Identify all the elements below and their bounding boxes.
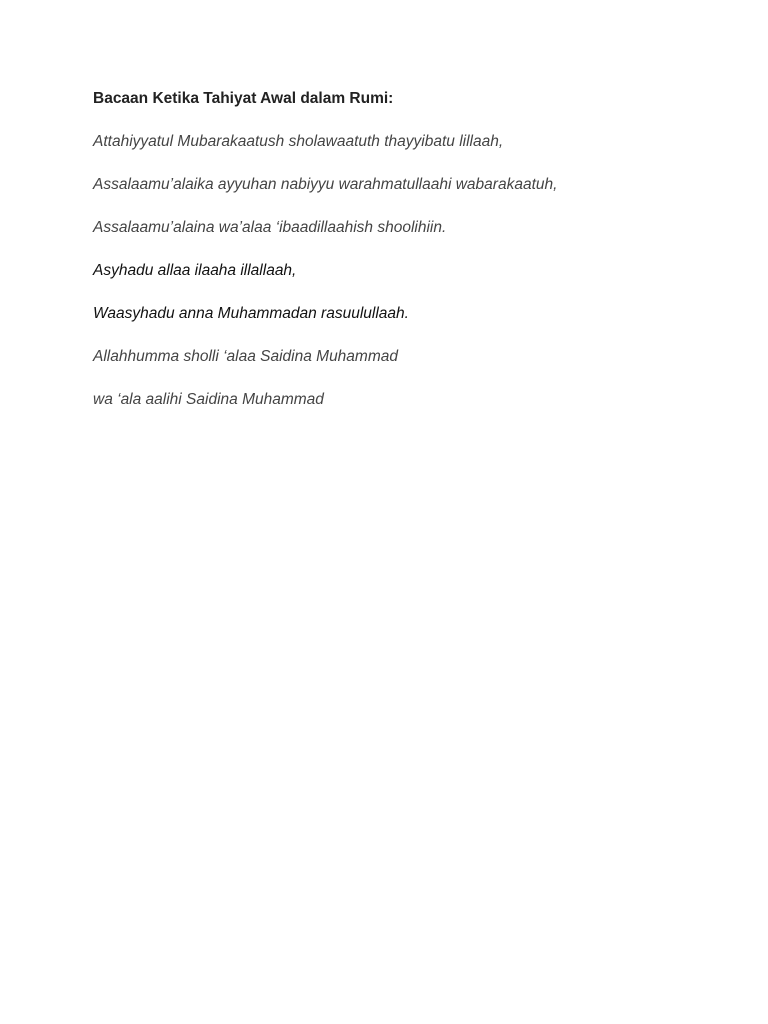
document-content: [93, 88, 733, 432]
text-line-4: Asyhadu allaa ilaaha illallaah,: [93, 262, 297, 279]
document-heading: Bacaan Ketika Tahiyat Awal dalam Rumi:: [93, 90, 394, 107]
text-line-6: Allahhumma sholli ‘alaa Saidina Muhammad: [93, 348, 398, 365]
text-line-5: Waasyhadu anna Muhammadan rasuulullaah.: [93, 305, 409, 322]
text-line-1: Attahiyyatul Mubarakaatush sholawaatuth thayyibatu lillaah,: [93, 133, 504, 150]
text-line-2: Assalaamu’alaika ayyuhan nabiyyu warahmatullaahi wabarakaatuh,: [93, 176, 558, 193]
text-line-3: Assalaamu’alaina wa’alaa ‘ibaadillaahish shoolihiin.: [93, 219, 447, 236]
text-line-7: wa ‘ala aalihi Saidina Muhammad: [93, 391, 324, 408]
